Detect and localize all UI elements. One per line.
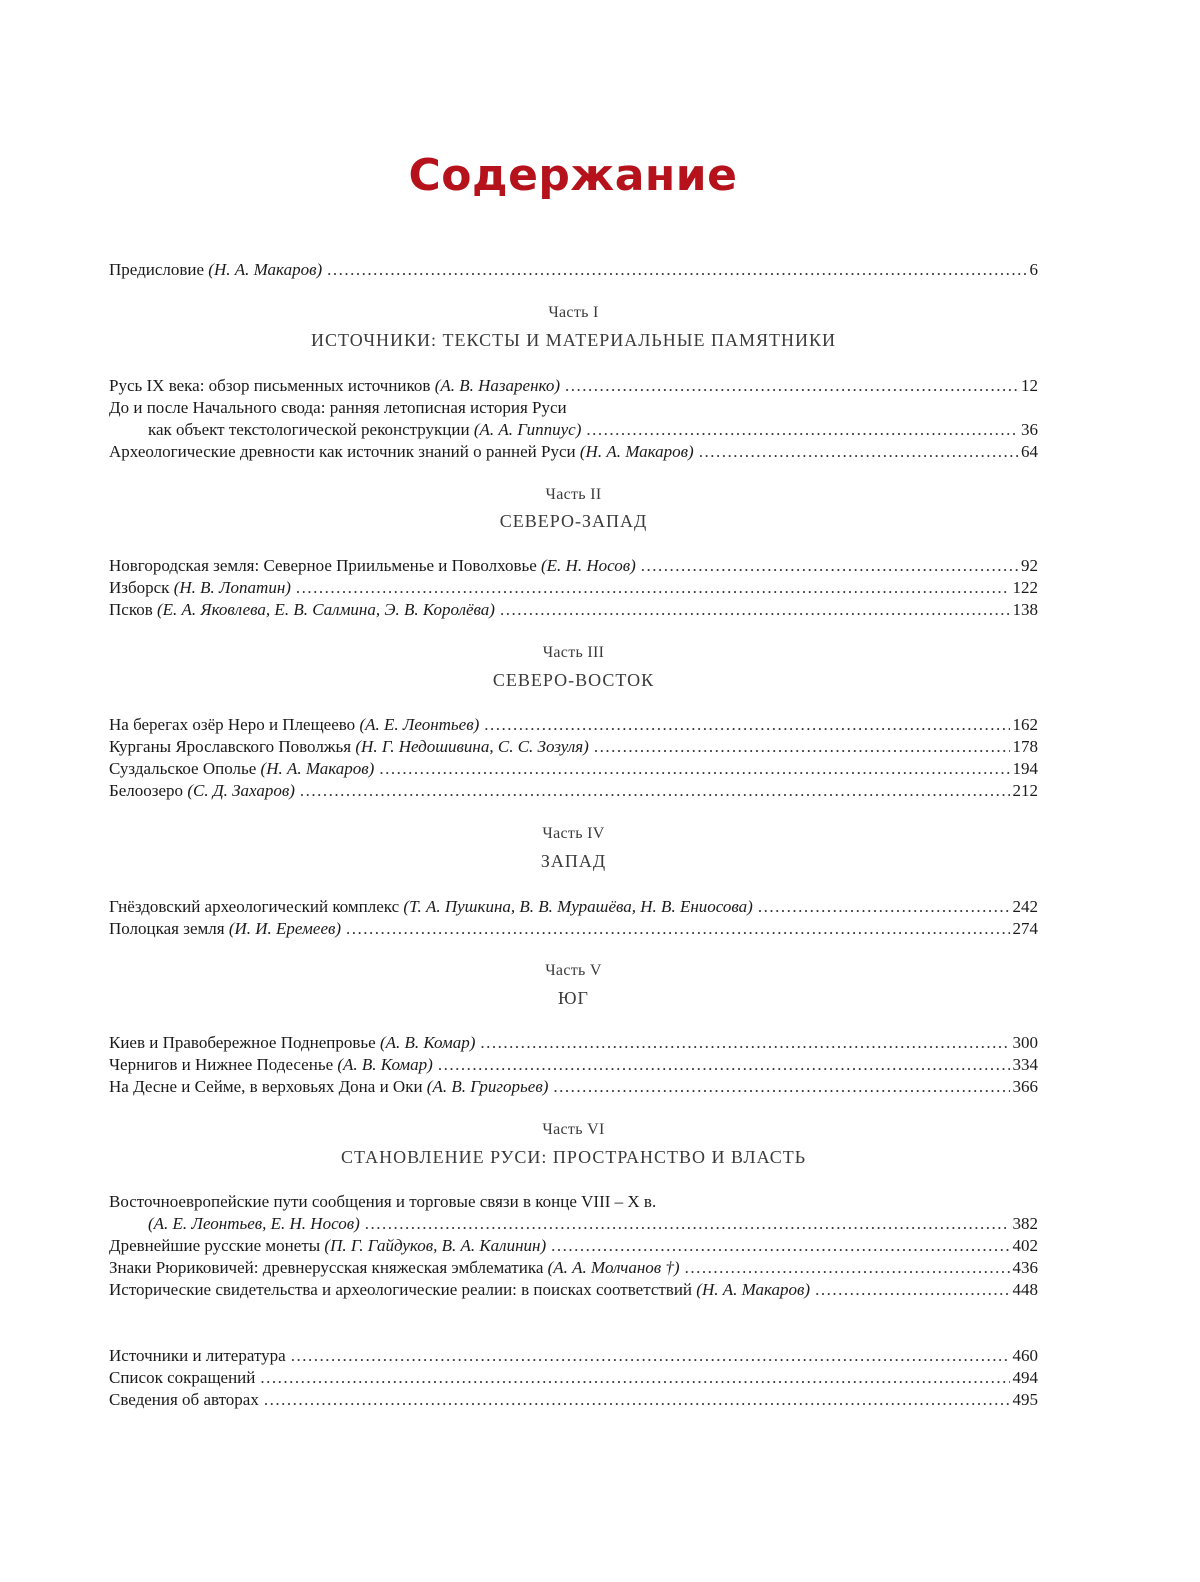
entry-page: 494: [1012, 1368, 1038, 1387]
part-label: Часть VI: [542, 1121, 605, 1138]
entry-page: 436: [1012, 1258, 1038, 1277]
dot-leader: [300, 780, 1010, 802]
entry-page: 122: [1012, 578, 1038, 597]
toc-entry[interactable]: [109, 780, 1038, 802]
entry-page: 274: [1012, 919, 1038, 938]
entry-title: Гнёздовский археологический комплекс: [109, 897, 400, 916]
entry-title: Изборск: [109, 578, 170, 597]
entry-title: Сведения об авторах: [109, 1390, 259, 1409]
entry-author: (Н. А. Макаров): [696, 1280, 811, 1299]
entry-title: Полоцкая земля: [109, 919, 225, 938]
dot-leader: [327, 259, 1026, 281]
entry-title: Древнейшие русские монеты: [109, 1236, 321, 1255]
toc-entry[interactable]: [109, 1076, 1038, 1098]
entry-author: (А. А. Гиппиус): [473, 420, 582, 439]
toc-entry[interactable]: [109, 1257, 1038, 1279]
entry-title: Источники и литература: [109, 1346, 286, 1365]
entry-page: 334: [1012, 1055, 1038, 1074]
entry-title: Новгородская земля: Северное Приильменье и Поволховье: [109, 556, 537, 575]
dot-leader: [260, 1367, 1009, 1389]
part-label: Часть IV: [542, 825, 605, 842]
toc-entry[interactable]: [109, 599, 1038, 621]
dot-leader: [296, 577, 1010, 599]
toc-entry[interactable]: [109, 736, 1038, 758]
dot-leader: [699, 441, 1018, 463]
part-label: Часть II: [545, 486, 602, 503]
toc-entry[interactable]: [109, 1279, 1038, 1301]
entry-title: Знаки Рюриковичей: древнерусская княжеская эмблематика: [109, 1258, 544, 1277]
entry-author: (А. В. Комар): [379, 1033, 476, 1052]
entry-title[interactable]: Восточноевропейские пути сообщения и торговые связи в конце VIII – X в.: [109, 1192, 657, 1211]
entry-title: Курганы Ярославского Поволжья: [109, 737, 352, 756]
entry-page: 460: [1012, 1346, 1038, 1365]
toc-entry[interactable]: [109, 577, 1038, 599]
part-heading: СЕВЕРО-ЗАПАД: [499, 511, 648, 531]
entry-title: Исторические свидетельства и археологические реалии: в поисках соответствий: [109, 1280, 693, 1299]
toc-entry[interactable]: [109, 1235, 1038, 1257]
entry-author: (Т. А. Пушкина, В. В. Мурашёва, Н. В. Ениосова): [403, 897, 753, 916]
entry-title[interactable]: До и после Начального свода: ранняя летописная история Руси: [109, 398, 567, 417]
entry-author: (А. В. Назаренко): [434, 376, 560, 395]
dot-leader: [438, 1054, 1010, 1076]
toc-entry-preface[interactable]: [109, 259, 1038, 281]
dot-leader: [553, 1076, 1009, 1098]
dot-leader: [346, 918, 1009, 940]
entry-title: На Десне и Сейме, в верховьях Дона и Оки: [109, 1077, 423, 1096]
entry-author: (С. Д. Захаров): [187, 781, 295, 800]
toc-entry[interactable]: [109, 896, 1038, 918]
entry-author: (Н. А. Макаров): [579, 442, 694, 461]
entry-page: 194: [1012, 759, 1038, 778]
dot-leader: [264, 1389, 1010, 1411]
dot-leader: [480, 1032, 1009, 1054]
entry-title: Суздальское Ополье: [109, 759, 257, 778]
entry-title: Археологические древности как источник знаний о ранней Руси: [109, 442, 576, 461]
entry-title: Предисловие: [109, 260, 205, 279]
entry-title: На берегах озёр Неро и Плещеево: [109, 715, 356, 734]
entry-author: (Е. А. Яковлева, Е. В. Салмина, Э. В. Королёва): [157, 600, 495, 619]
entry-author: (Н. В. Лопатин): [173, 578, 291, 597]
dot-leader: [500, 599, 1010, 621]
page-title: Содержание: [408, 150, 738, 201]
part-label: Часть V: [545, 962, 602, 979]
entry-author: (И. И. Еремеев): [228, 919, 342, 938]
dot-leader: [815, 1279, 1009, 1301]
entry-page: 448: [1012, 1280, 1038, 1299]
toc-entry[interactable]: [109, 441, 1038, 463]
toc-entry-back[interactable]: [109, 1389, 1038, 1411]
part-heading: ЗАПАД: [540, 851, 607, 871]
part-label: Часть III: [542, 644, 605, 661]
entry-title: Чернигов и Нижнее Подесенье: [109, 1055, 334, 1074]
dot-leader: [586, 419, 1018, 441]
part-label: Часть I: [548, 304, 599, 321]
entry-title: Русь IX века: обзор письменных источников: [109, 376, 431, 395]
entry-page: 382: [1012, 1214, 1038, 1233]
toc-entry[interactable]: [109, 758, 1038, 780]
dot-leader: [685, 1257, 1010, 1279]
entry-page: 300: [1012, 1033, 1038, 1052]
toc-entry[interactable]: [148, 419, 1038, 441]
toc-entry[interactable]: [109, 918, 1038, 940]
entry-page: 64: [1021, 442, 1038, 461]
entry-page: 402: [1012, 1236, 1038, 1255]
dot-leader: [594, 736, 1010, 758]
toc-entry[interactable]: [109, 1054, 1038, 1076]
entry-title: Киев и Правобережное Поднепровье: [109, 1033, 376, 1052]
entry-title: Псков: [109, 600, 153, 619]
toc-entry-back[interactable]: [109, 1367, 1038, 1389]
entry-page: 178: [1012, 737, 1038, 756]
dot-leader: [291, 1345, 1010, 1367]
entry-author: (А. Е. Леонтьев, Е. Н. Носов): [148, 1214, 360, 1233]
entry-title-continued: как объект текстологической реконструкции: [148, 420, 470, 439]
dot-leader: [551, 1235, 1009, 1257]
dot-leader: [365, 1213, 1010, 1235]
entry-title: Белоозеро: [109, 781, 184, 800]
toc-entry-back[interactable]: [109, 1345, 1038, 1367]
dot-leader: [484, 714, 1009, 736]
dot-leader: [565, 375, 1018, 397]
part-heading: ИСТОЧНИКИ: ТЕКСТЫ И МАТЕРИАЛЬНЫЕ ПАМЯТНИКИ: [311, 330, 836, 350]
entry-page: 138: [1012, 600, 1038, 619]
entry-title: Список сокращений: [109, 1368, 256, 1387]
entry-page: 242: [1012, 897, 1038, 916]
toc-entry[interactable]: [109, 1032, 1038, 1054]
part-heading: СТАНОВЛЕНИЕ РУСИ: ПРОСТРАНСТВО И ВЛАСТЬ: [340, 1147, 807, 1167]
entry-page: 495: [1012, 1390, 1038, 1409]
entry-author: (А. А. Молчанов †): [547, 1258, 680, 1277]
entry-page: 92: [1021, 556, 1038, 575]
toc-entry[interactable]: [109, 555, 1038, 577]
dot-leader: [641, 555, 1018, 577]
entry-author: (А. Е. Леонтьев): [359, 715, 480, 734]
toc-entry[interactable]: [109, 375, 1038, 397]
entry-page: 6: [1029, 260, 1038, 279]
part-heading: СЕВЕРО-ВОСТОК: [492, 670, 655, 690]
entry-page: 366: [1012, 1077, 1038, 1096]
entry-page: 212: [1012, 781, 1038, 800]
toc-entry[interactable]: [148, 1213, 1038, 1235]
entry-author: (А. В. Григорьев): [426, 1077, 549, 1096]
entry-page: 162: [1012, 715, 1038, 734]
entry-author: (Н. А. Макаров): [208, 260, 323, 279]
entry-page: 36: [1021, 420, 1038, 439]
dot-leader: [758, 896, 1010, 918]
toc-entry[interactable]: [109, 714, 1038, 736]
entry-author: (Е. Н. Носов): [541, 556, 636, 575]
entry-author: (Н. Г. Недошивина, С. С. Зозуля): [355, 737, 589, 756]
dot-leader: [379, 758, 1009, 780]
entry-author: (Н. А. Макаров): [260, 759, 375, 778]
entry-author: (А. В. Комар): [337, 1055, 433, 1074]
part-heading: ЮГ: [558, 988, 589, 1008]
entry-author: (П. Г. Гайдуков, В. А. Калинин): [324, 1236, 547, 1255]
entry-page: 12: [1021, 376, 1038, 395]
